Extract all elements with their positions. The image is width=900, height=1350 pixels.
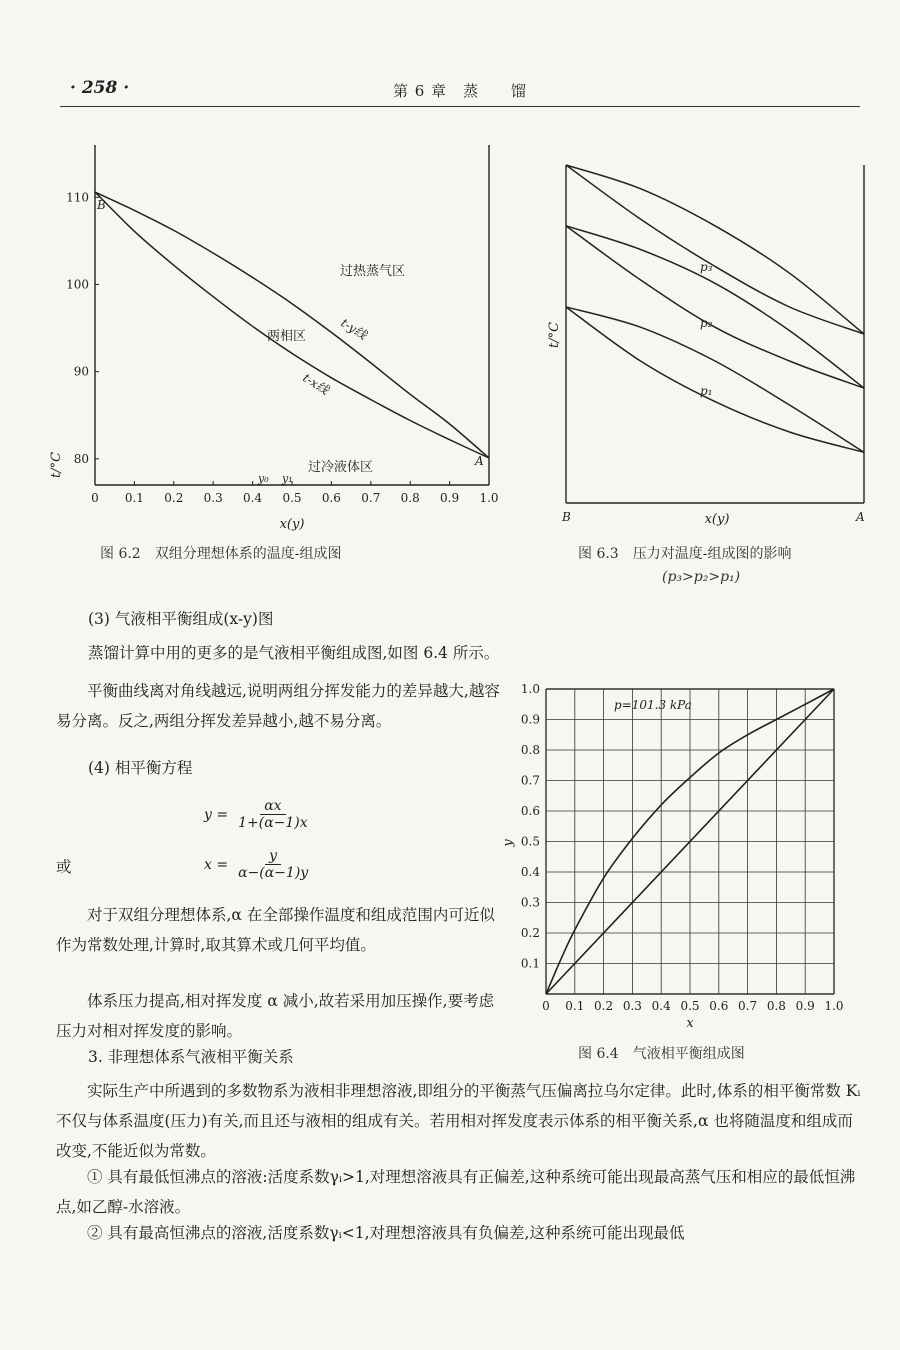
fig62-ylabel: t/°C [49, 451, 64, 479]
eq2-lhs: x = [204, 856, 229, 873]
fig64-y-tick-label: 0.4 [520, 865, 540, 879]
fig63-label-p1: p₁ [700, 384, 713, 398]
equation-1 [204, 798, 312, 831]
page-header [60, 76, 860, 107]
page-number: · 258 · [70, 78, 130, 98]
fig62-label-tx: t-x线 [300, 370, 332, 398]
fig62-label-y1: y₁ [282, 472, 293, 485]
fig64-ylabel: y [501, 839, 516, 847]
paragraph-2: 平衡曲线离对角线越远,说明两组分挥发能力的差异越大,越容易分离。反之,两组分挥发差异越小,越不易分离。 [56, 682, 500, 730]
fig64-y-tick-label: 0.9 [520, 712, 540, 727]
fig62-series-ty-line [95, 192, 489, 458]
fig64-x-tick-label: 0.6 [709, 999, 729, 1013]
fig64-y-tick-label: 0.7 [520, 773, 540, 788]
fig62-x-tick-label: 0.1 [124, 491, 144, 505]
fig64-y-tick-label: 1.0 [520, 682, 540, 696]
fig62-x-tick-label: 1.0 [479, 491, 499, 505]
fig62-y-tick-label: 80 [73, 451, 89, 466]
figure-6-3 [540, 155, 880, 535]
fig62-x-tick-label: 0 [91, 491, 99, 505]
equation-2 [204, 848, 312, 881]
fig64-x-tick-label: 0.9 [795, 999, 815, 1013]
section-4-heading: (4) 相平衡方程 [88, 759, 193, 777]
paragraph-5: 实际生产中所遇到的多数物系为液相非理想溶液,即组分的平衡蒸气压偏离拉乌尔定律。此时,体系的相平衡常数 Kᵢ 不仅与体系温度(压力)有关,而且还与液相的组成有关。若用相对挥发度表示体系的相平衡关系,α 也将随温度和组成而改变,不能近似为常数。 [56, 1082, 861, 1160]
fig63-curve-6 [566, 307, 864, 452]
fig63-caption-line1: 图 6.3 压力对温度-组成图的影响 [578, 546, 792, 562]
fig63-xlabel: x(y) [704, 512, 730, 527]
figure-6-4 [490, 675, 880, 1040]
fig64-x-tick-label: 0.3 [622, 999, 642, 1013]
fig64-y-tick-label: 0.1 [520, 956, 540, 971]
fig63-label-b: B [562, 510, 571, 524]
fig64-x-tick-label: 0.8 [766, 999, 786, 1013]
section-3-heading: (3) 气液相平衡组成(x-y)图 [88, 610, 274, 628]
fig62-axes [95, 145, 489, 485]
fig64-y-tick-label: 0.6 [520, 804, 540, 818]
fig62-label-y0: y₀ [258, 472, 269, 485]
fig62-y-tick-label: 110 [66, 190, 89, 205]
eq1-fraction [234, 798, 312, 831]
fig63-label-p3: p₃ [700, 260, 713, 274]
fig62-x-tick-label: 0.8 [400, 491, 420, 505]
paragraph-7: ② 具有最高恒沸点的溶液,活度系数γᵢ<1,对理想溶液具有负偏差,这种系统可能出现最低 [87, 1224, 685, 1242]
fig62-x-tick-label: 0.3 [203, 491, 223, 505]
fig64-y-tick-label: 0.8 [520, 743, 540, 757]
eq1-denominator: 1+(α−1)x [238, 815, 308, 831]
fig64-caption: 图 6.4 气液相平衡组成图 [578, 1046, 745, 1062]
eq2-denominator: α−(α−1)y [238, 865, 309, 881]
fig62-xlabel: x(y) [279, 517, 305, 532]
fig62-label-two-phase: 两相区 [267, 329, 307, 344]
fig64-y-tick-label: 0.2 [520, 926, 540, 940]
fig63-curve-1 [566, 165, 864, 334]
fig62-y-tick-label: 100 [66, 277, 89, 292]
fig64-y-tick-label: 0.3 [520, 895, 540, 910]
fig63-label-a: A [856, 510, 865, 524]
eq2-fraction [234, 848, 312, 881]
paragraph-3: 对于双组分理想体系,α 在全部操作温度和组成范围内可近似作为常数处理,计算时,取其算术或几何平均值。 [56, 906, 495, 954]
running-title: 第 6 章 蒸 馏 [392, 82, 528, 100]
fig62-series [95, 192, 489, 458]
fig62-label-superheated: 过热蒸气区 [340, 264, 406, 279]
eq2-numerator: y [265, 848, 281, 865]
eq1-numerator: αx [260, 798, 285, 815]
fig62-label-ty: t-y线 [338, 315, 370, 343]
fig64-y-tick-label: 0.5 [520, 834, 540, 849]
fig62-y-tick-label: 90 [73, 364, 89, 379]
fig62-x-tick-label: 0.6 [321, 491, 341, 505]
fig62-caption: 图 6.2 双组分理想体系的温度-组成图 [100, 546, 342, 562]
eq1-lhs: y = [204, 806, 229, 823]
fig63-ylabel: t/°C [547, 321, 562, 349]
fig62-x-tick-label: 0.9 [440, 491, 460, 505]
fig63-curve-3 [566, 226, 864, 388]
fig62-x-tick-label: 0.4 [243, 491, 263, 505]
fig62-label-a: A [475, 454, 484, 468]
fig63-axes [566, 165, 864, 503]
fig63-curve-4 [566, 226, 864, 388]
fig62-x-tick-label: 0.5 [282, 491, 302, 505]
fig64-x-tick-label: 0.2 [594, 999, 614, 1013]
heading-3: 3. 非理想体系气液相平衡关系 [88, 1048, 294, 1066]
fig62-x-tick-label: 0.2 [164, 491, 184, 505]
fig62-label-subcooled: 过冷液体区 [308, 460, 374, 475]
fig64-x-tick-label: 0.4 [651, 999, 671, 1013]
fig63-series [566, 165, 864, 452]
fig63-curve-5 [566, 307, 864, 452]
fig63-curve-2 [566, 165, 864, 334]
paragraph-6: ① 具有最低恒沸点的溶液:活度系数γᵢ>1,对理想溶液具有正偏差,这种系统可能出现最高蒸气压和相应的最低恒沸点,如乙醇-水溶液。 [56, 1168, 856, 1216]
fig64-x-tick-label: 1.0 [824, 999, 844, 1013]
fig64-pressure-label: p=101.3 kPa [614, 698, 692, 712]
figure-6-2 [40, 135, 510, 535]
fig63-label-p2: p₂ [700, 316, 713, 330]
fig64-x-tick-label: 0.7 [738, 999, 758, 1013]
fig62-x-tick-label: 0.7 [361, 491, 381, 505]
fig64-x-tick-label: 0.5 [680, 999, 700, 1013]
fig62-series-tx-line [95, 192, 489, 458]
fig63-caption-line2: (p₃>p₂>p₁) [662, 569, 741, 585]
paragraph-1: 蒸馏计算中用的更多的是气液相平衡组成图,如图 6.4 所示。 [88, 644, 500, 662]
or-label: 或 [56, 858, 72, 876]
fig64-x-tick-label: 0 [542, 999, 550, 1013]
fig64-x-tick-label: 0.1 [565, 999, 585, 1013]
paragraph-4: 体系压力提高,相对挥发度 α 减小,故若采用加压操作,要考虑压力对相对挥发度的影响。 [56, 992, 495, 1040]
fig64-xlabel: x [686, 1016, 694, 1031]
fig62-label-b: B [97, 198, 106, 212]
